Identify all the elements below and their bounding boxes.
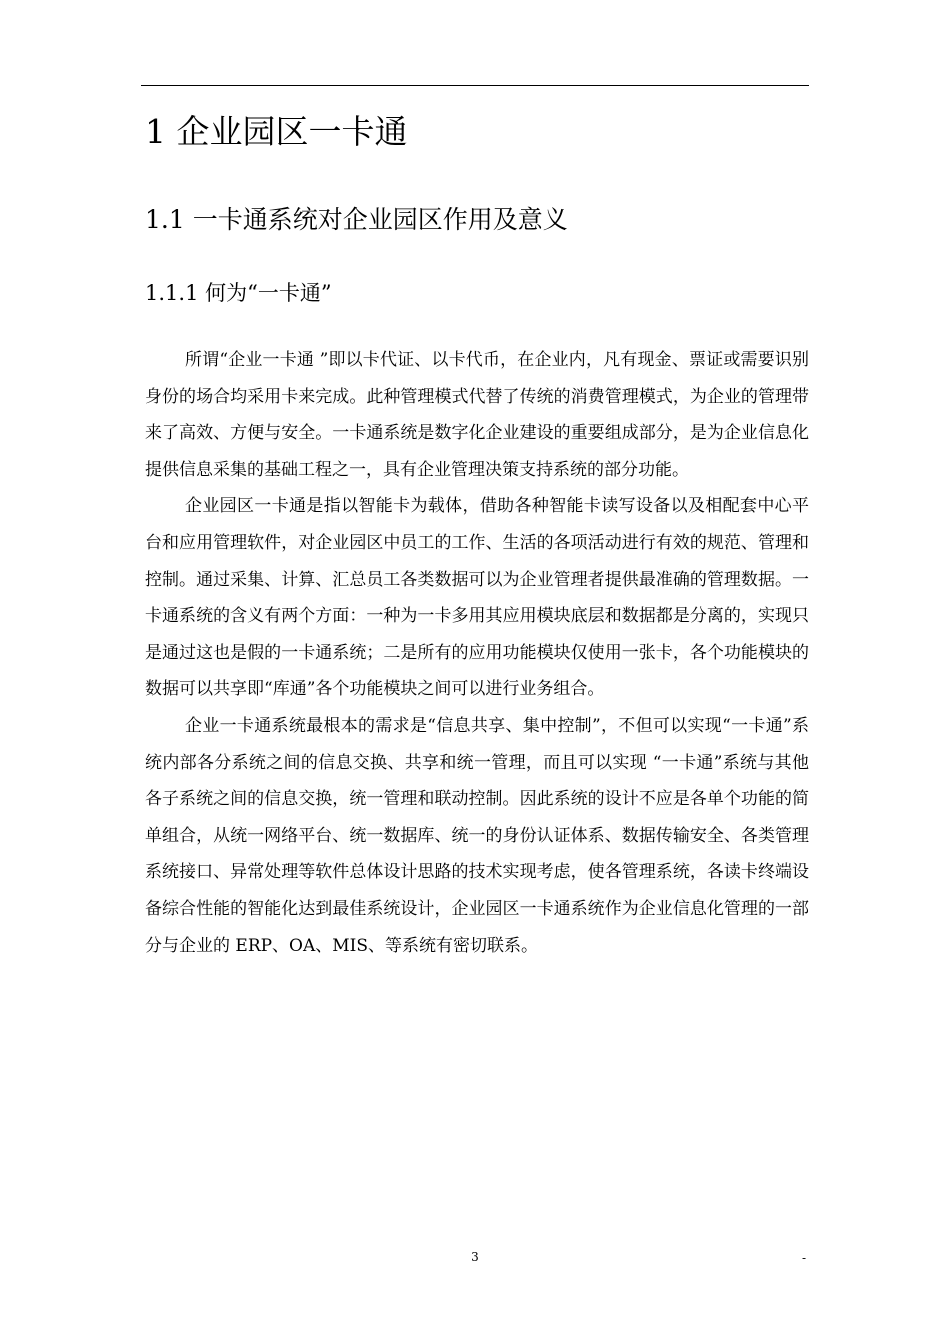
footer-dash: - <box>802 1251 807 1265</box>
chapter-heading: 1 企业园区一卡通 <box>145 112 408 151</box>
paragraph-campus-card: 企业园区一卡通是指以智能卡为载体，借助各种智能卡读写设备以及相配套中心平台和应用管理软件，对企业园区中员工的工作、生活的各项活动进行有效的规范、管理和控制。通过采集、计算、汇总员工各类数据可以为企业管理者提供最准确的管理数据。一卡通系统的含义有两个方面：一种为一卡多用其应用模块底层和数据都是分离的，实现只是通过这也是假的一卡通系统；二是所有的应用功能模块仅使用一张卡，各个功能模块的数据可以共享即“库通”各个功能模块之间可以进行业务组合。 <box>145 496 809 700</box>
page-number: 3 <box>471 1250 479 1264</box>
section-heading: 1.1 一卡通系统对企业园区作用及意义 <box>145 205 568 234</box>
header-rule <box>141 85 809 86</box>
paragraph-definition: 所谓“企业一卡通 ”即以卡代证、以卡代币，在企业内，凡有现金、票证或需要识别身份的场合均采用卡来完成。此种管理模式代替了传统的消费管理模式，为企业的管理带来了高效、方便与安全。一卡通系统是数字化企业建设的重要组成部分，是为企业信息化提供信息采集的基础工程之一，具有企业管理决策支持系统的部分功能。 <box>145 350 809 480</box>
paragraph-requirements: 企业一卡通系统最根本的需求是“信息共享、集中控制”，不但可以实现“一卡通”系统内部各分系统之间的信息交换、共享和统一管理，而且可以实现 “一卡通”系统与其他各子系统之间的信息交换，统一管理和联动控制。因此系统的设计不应是各单个功能的简单组合，从统一网络平台、统一数据库、统一的身份认证体系、数据传输安全、各类管理系统接口、异常处理等软件总体设计思路的技术实现考虑，使各管理系统，各读卡终端设备综合性能的智能化达到最佳系统设计，企业园区一卡通系统作为企业信息化管理的一部分与企业的 ERP、OA、MIS、等系统有密切联系。 <box>145 715 809 956</box>
subsection-heading: 1.1.1 何为“一卡通” <box>145 281 332 305</box>
body-text <box>145 342 809 964</box>
